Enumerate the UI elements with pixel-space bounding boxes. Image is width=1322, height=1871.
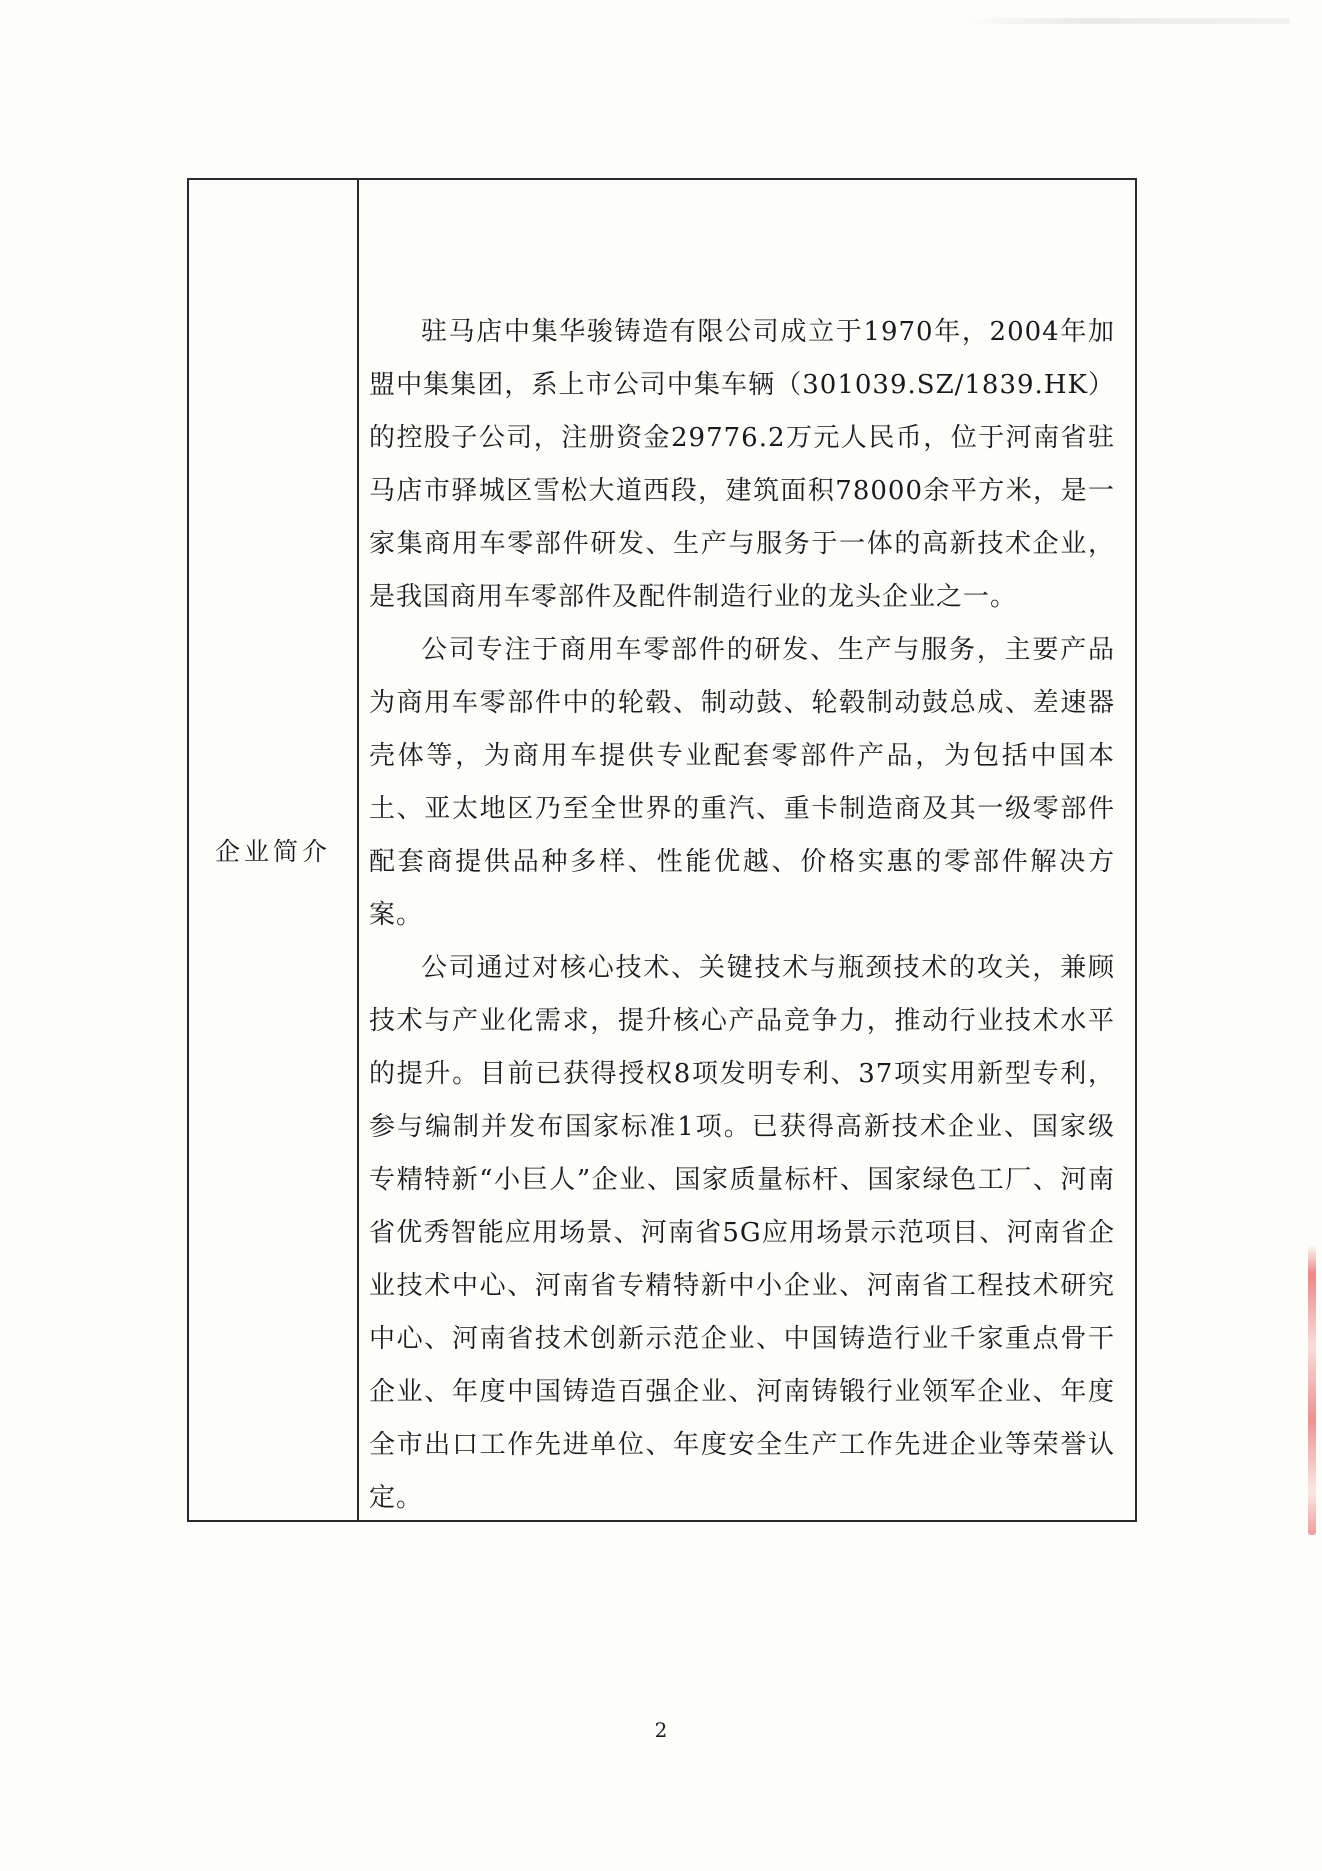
page-number: 2 — [654, 1718, 668, 1742]
scan-artifact — [960, 18, 1290, 24]
label-cell — [189, 180, 359, 1520]
paragraph-achievements: 公司通过对核心技术、关键技术与瓶颈技术的攻关，兼顾技术与产业化需求，提升核心产品竞争力，推动行业技术水平的提升。目前已获得授权8项发明专利、37项实用新型专利，参与编制并发布国家标准1项。已获得高新技术企业、国家级专精特新“小巨人”企业、国家质量标杆、国家绿色工厂、河南省优秀智能应用场景、河南省5G应用场景示范项目、河南省企业技术中心、河南省专精特新中小企业、河南省工程技术研究中心、河南省技术创新示范企业、中国铸造行业千家重点骨干企业、年度中国铸造百强企业、河南铸锻行业领军企业、年度全市出口工作先进单位、年度安全生产工作先进企业等荣誉认定。 — [369, 953, 1115, 1513]
paragraph-products: 公司专注于商用车零部件的研发、生产与服务，主要产品为商用车零部件中的轮毂、制动鼓、轮毂制动鼓总成、差速器壳体等，为商用车提供专业配套零部件产品，为包括中国本土、亚太地区乃至全世界的重汽、重卡制造商及其一级零部件配套商提供品种多样、性能优越、价格实惠的零部件解决方案。 — [369, 635, 1115, 930]
content-cell — [359, 180, 1135, 1520]
paragraph-intro: 驻马店中集华骏铸造有限公司成立于1970年，2004年加盟中集集团，系上市公司中集车辆（301039.SZ/1839.HK）的控股子公司，注册资金29776.2万元人民币，位于河南省驻马店市驿城区雪松大道西段，建筑面积78000余平方米，是一家集商用车零部件研发、生产与服务于一体的高新技术企业，是我国商用车零部件及配件制造行业的龙头企业之一。 — [369, 317, 1115, 612]
company-profile-table — [187, 178, 1137, 1522]
section-label: 企业简介 — [214, 837, 331, 866]
seal-stamp-edge — [1308, 1245, 1316, 1535]
